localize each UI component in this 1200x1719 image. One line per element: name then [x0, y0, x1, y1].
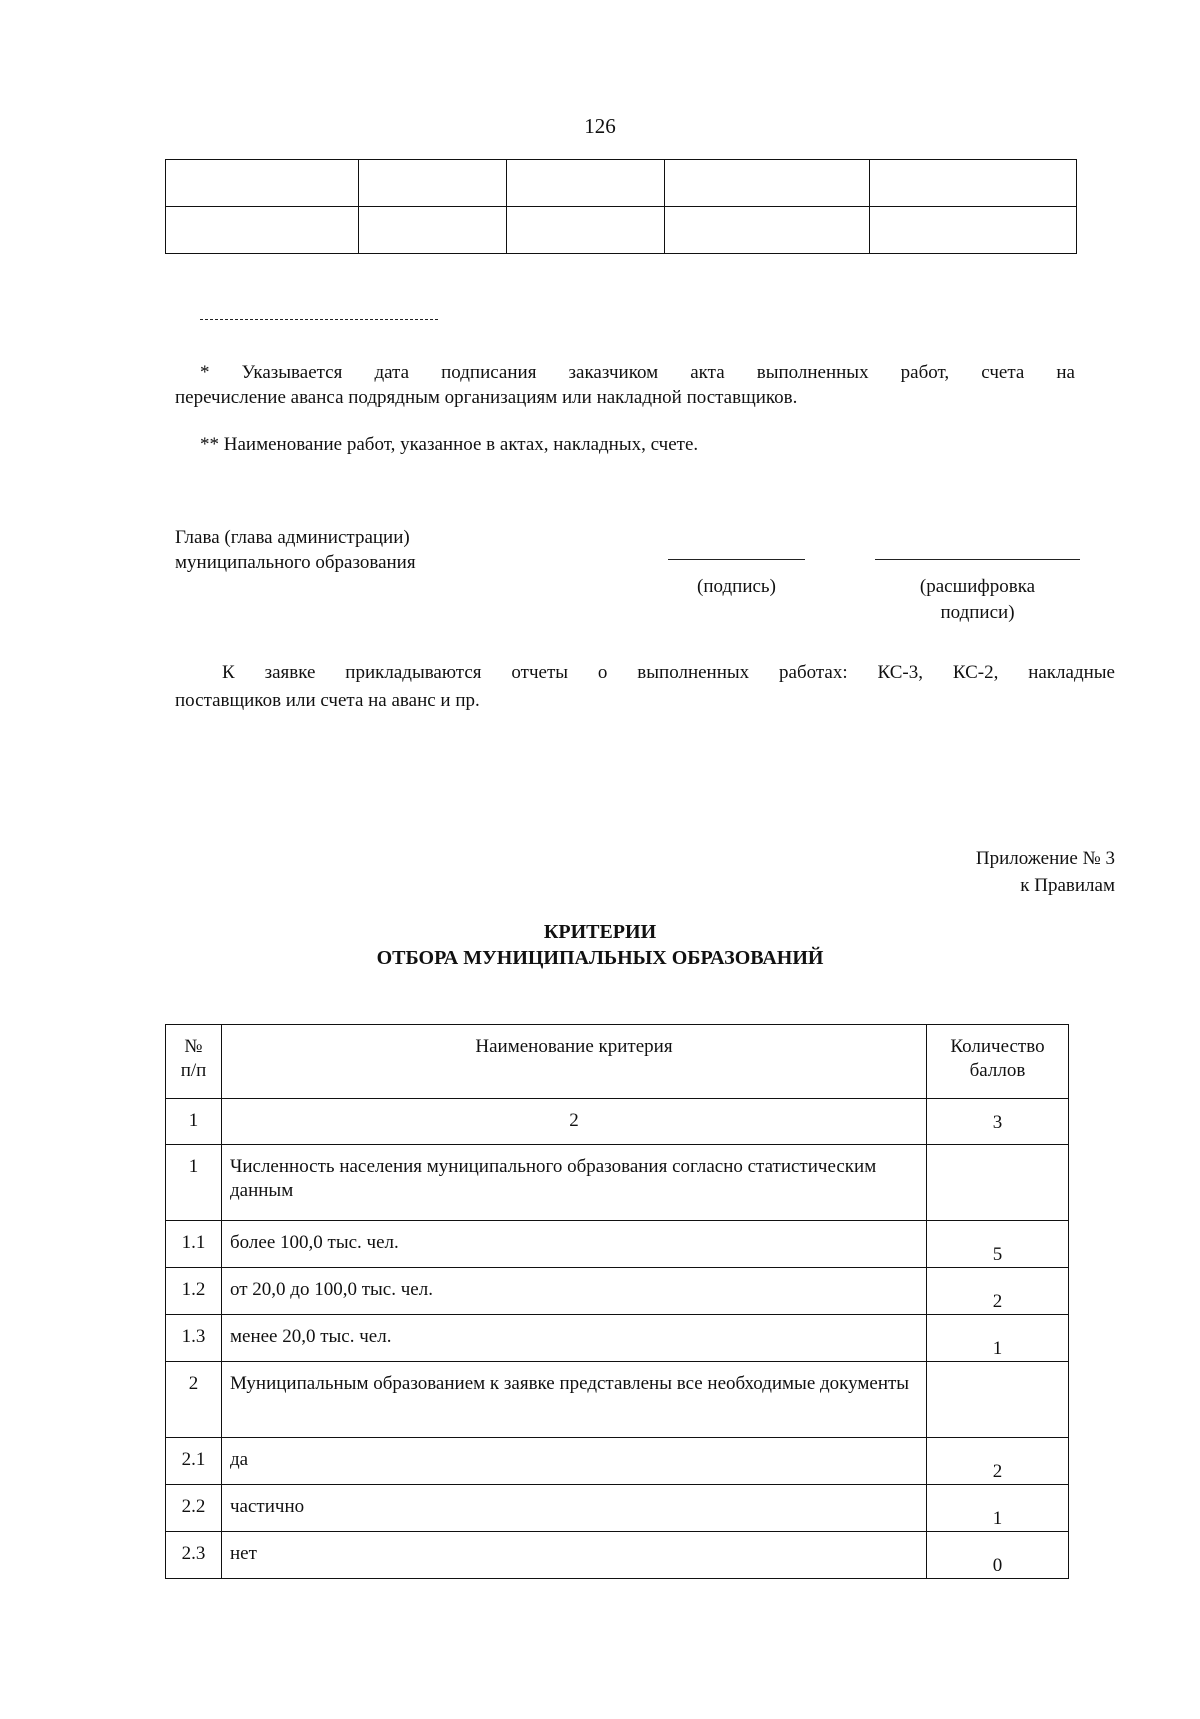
footnote-1-line-2: перечисление аванса подрядным организациям или накладной поставщиков. — [175, 387, 798, 408]
table-row — [166, 1268, 1069, 1315]
table-cell — [359, 160, 507, 207]
attachment-note — [175, 659, 1115, 715]
attachment-note-line-2: поставщиков или счета на аванс и пр. — [175, 690, 480, 711]
row-num: 2.2 — [166, 1485, 222, 1532]
table-cell — [870, 207, 1077, 254]
row-num: 1 — [166, 1145, 222, 1221]
signature-decryption-caption — [875, 574, 1080, 626]
signatory-title-line-2: муниципального образования — [175, 552, 416, 573]
table-row — [166, 1315, 1069, 1362]
column-number: 1 — [166, 1099, 222, 1145]
footnote-2: ** Наименование работ, указанное в актах, накладных, счете. — [200, 434, 699, 455]
row-num: 2 — [166, 1362, 222, 1438]
column-number: 3 — [927, 1099, 1069, 1145]
table-cell — [507, 207, 665, 254]
row-name: от 20,0 до 100,0 тыс. чел. — [222, 1268, 927, 1315]
signatory-title-line-1: Глава (глава администрации) — [175, 527, 410, 548]
header-score — [927, 1025, 1069, 1099]
table-row — [166, 160, 1077, 207]
row-num: 1.1 — [166, 1221, 222, 1268]
row-score: 5 — [927, 1221, 1069, 1268]
table-row — [166, 1438, 1069, 1485]
table-row — [166, 1532, 1069, 1579]
table-header-row — [166, 1025, 1069, 1099]
column-number-row — [166, 1099, 1069, 1145]
header-num-line-1: № — [184, 1036, 203, 1057]
table-cell — [507, 160, 665, 207]
signatory-title — [175, 525, 505, 575]
header-score-line-2: баллов — [969, 1060, 1026, 1081]
title-line-2: ОТБОРА МУНИЦИПАЛЬНЫХ ОБРАЗОВАНИЙ — [376, 947, 824, 969]
decryption-caption-line-1: (расшифровка — [919, 576, 1036, 597]
column-number: 2 — [222, 1099, 927, 1145]
row-name: менее 20,0 тыс. чел. — [222, 1315, 927, 1362]
row-name: Муниципальным образованием к заявке представлены все необходимые документы — [222, 1362, 927, 1438]
row-score: 2 — [927, 1438, 1069, 1485]
table-row — [166, 1362, 1069, 1438]
row-name: Численность населения муниципального образования согласно статистическим данным — [222, 1145, 927, 1221]
row-name: нет — [222, 1532, 927, 1579]
footnote-separator — [200, 319, 438, 320]
row-name: частично — [222, 1485, 927, 1532]
table-cell — [166, 160, 359, 207]
header-num-line-2: п/п — [180, 1060, 207, 1081]
header-name: Наименование критерия — [222, 1025, 927, 1099]
row-name: более 100,0 тыс. чел. — [222, 1221, 927, 1268]
document-title — [0, 919, 1200, 971]
row-score — [927, 1362, 1069, 1438]
table-cell — [665, 207, 870, 254]
signature-caption: (подпись) — [697, 576, 776, 597]
row-name: да — [222, 1438, 927, 1485]
page-number: 126 — [584, 114, 616, 138]
table-row — [166, 1485, 1069, 1532]
signature-line — [668, 559, 805, 560]
appendix-reference — [800, 845, 1115, 899]
row-num: 1.3 — [166, 1315, 222, 1362]
table-row — [166, 1145, 1069, 1221]
row-num: 2.1 — [166, 1438, 222, 1485]
table-row — [166, 1221, 1069, 1268]
row-score: 0 — [927, 1532, 1069, 1579]
criteria-table — [165, 1024, 1069, 1579]
decryption-caption-line-2: подписи) — [940, 602, 1015, 623]
row-score: 2 — [927, 1268, 1069, 1315]
footnote-1 — [175, 360, 1075, 410]
header-score-line-1: Количество — [950, 1036, 1045, 1057]
appendix-line-1: Приложение № 3 — [975, 848, 1115, 869]
table-cell — [166, 207, 359, 254]
row-score — [927, 1145, 1069, 1221]
row-score: 1 — [927, 1315, 1069, 1362]
footnote-1-line-1: * Указывается дата подписания заказчиком акта выполненных работ, счета на — [200, 362, 1075, 383]
table-cell — [665, 160, 870, 207]
table-row — [166, 207, 1077, 254]
attachment-note-line-1: К заявке прикладываются отчеты о выполненных работах: КС-3, КС-2, накладные — [222, 662, 1115, 683]
table-cell — [359, 207, 507, 254]
row-num: 2.3 — [166, 1532, 222, 1579]
continued-table — [165, 159, 1077, 254]
title-line-1: КРИТЕРИИ — [543, 921, 657, 943]
header-num — [166, 1025, 222, 1099]
signature-decryption-line — [875, 559, 1080, 560]
row-num: 1.2 — [166, 1268, 222, 1315]
table-cell — [870, 160, 1077, 207]
row-score: 1 — [927, 1485, 1069, 1532]
appendix-line-2: к Правилам — [1020, 875, 1115, 896]
